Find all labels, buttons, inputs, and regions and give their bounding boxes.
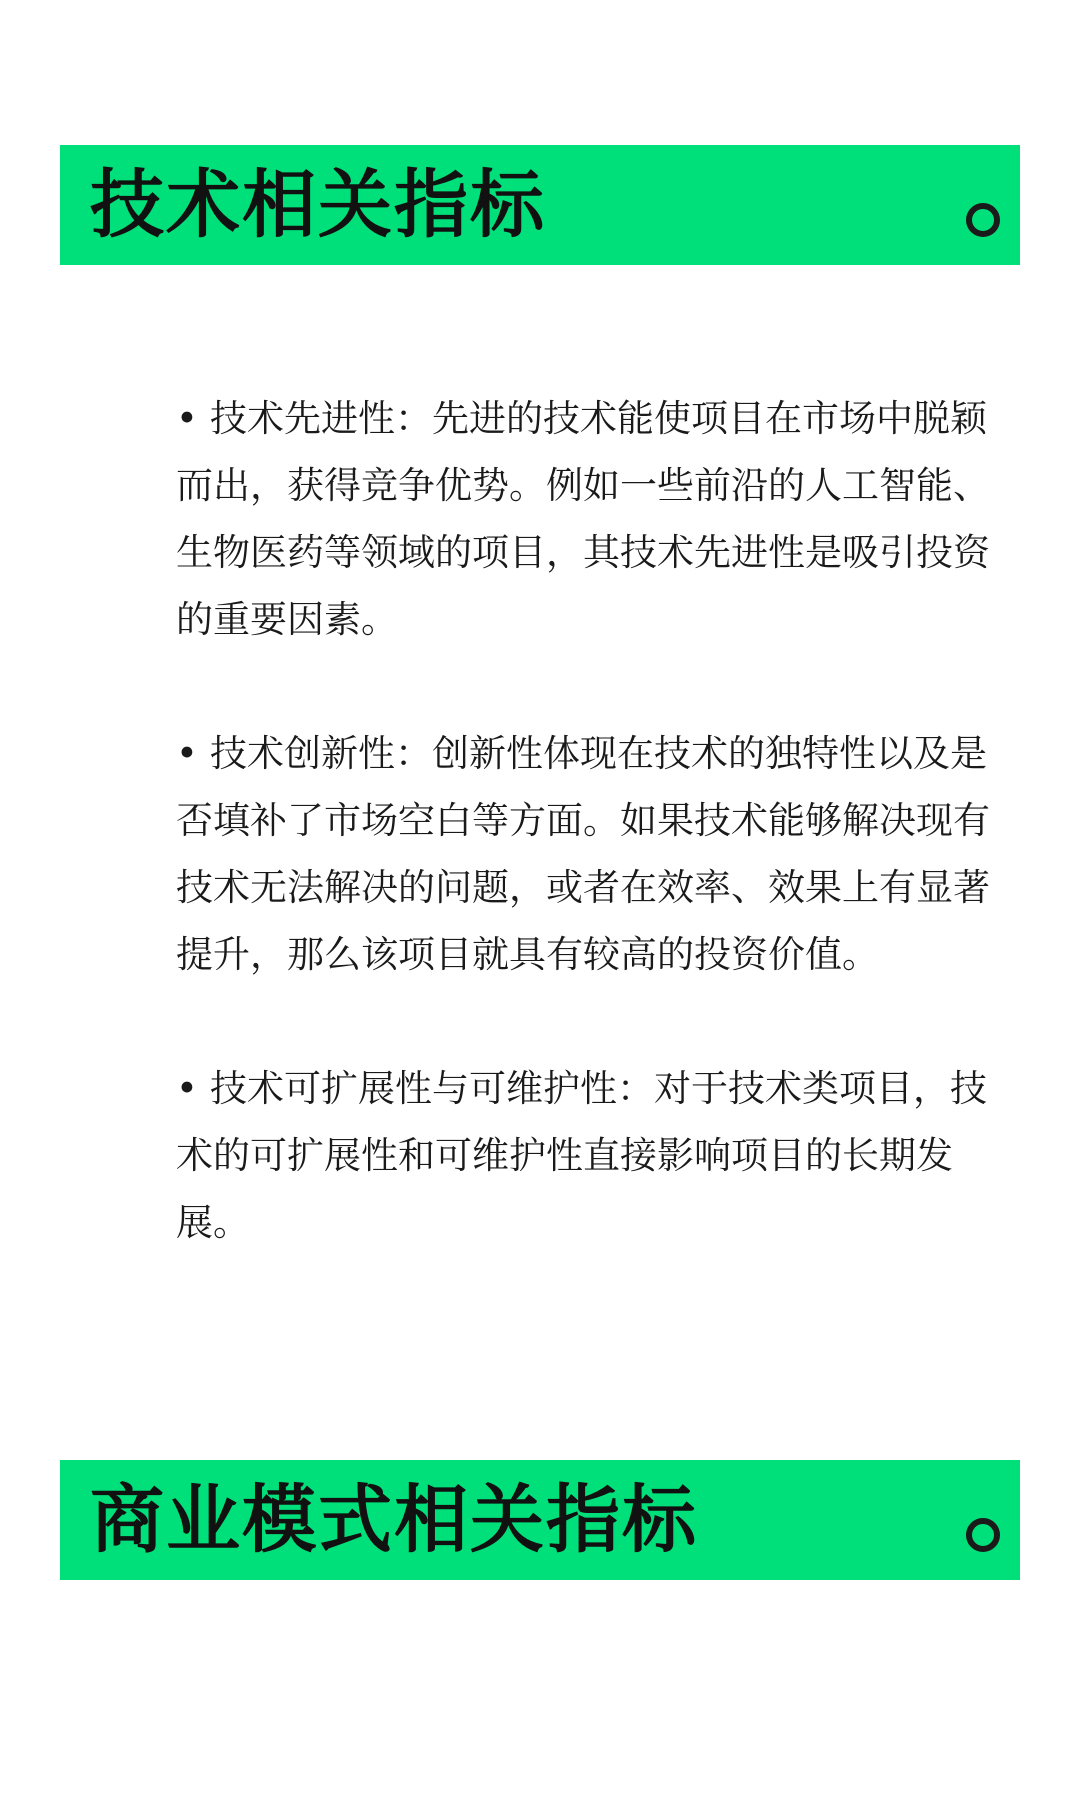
section-header-business-model [60, 1460, 1020, 1580]
bullet-icon: • [176, 397, 198, 440]
tech-indicator-list [176, 385, 1020, 1323]
list-item [176, 720, 1020, 988]
circle-icon [966, 203, 1000, 237]
circle-icon [966, 1518, 1000, 1552]
section-header-tech [60, 145, 1020, 265]
bullet-icon: • [176, 1067, 198, 1110]
list-item [176, 1055, 1020, 1256]
item-text: 技术可扩展性与可维护性：对于技术类项目，技术的可扩展性和可维护性直接影响项目的长期发展。 [176, 1067, 987, 1244]
item-text: 技术先进性：先进的技术能使项目在市场中脱颖而出，获得竞争优势。例如一些前沿的人工智能、生物医药等领域的项目，其技术先进性是吸引投资的重要因素。 [176, 397, 990, 641]
section-title: 技术相关指标 [90, 162, 546, 248]
item-text: 技术创新性：创新性体现在技术的独特性以及是否填补了市场空白等方面。如果技术能够解决现有技术无法解决的问题，或者在效率、效果上有显著提升，那么该项目就具有较高的投资价值。 [176, 732, 990, 976]
section-title: 商业模式相关指标 [90, 1477, 698, 1563]
bullet-icon: • [176, 732, 198, 775]
list-item [176, 385, 1020, 653]
